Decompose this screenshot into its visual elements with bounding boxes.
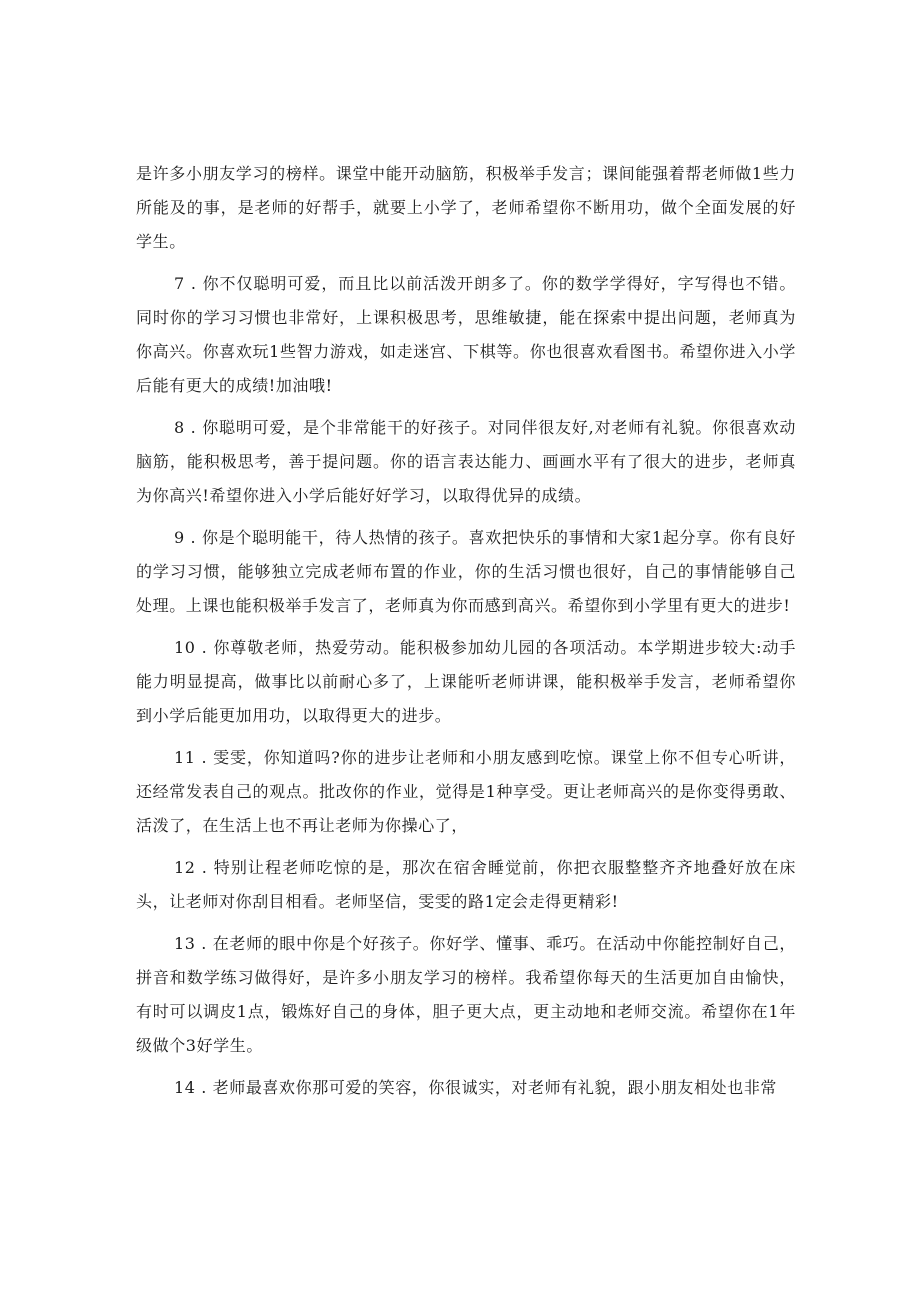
paragraph-8: 8 . 你聪明可爱，是个非常能干的好孩子。对同伴很友好,对老师有礼貌。你很喜欢动脑筋，能积极思考，善于提问题。你的语言表达能力、画画水平有了很大的进步，老师真为你高兴!希望你进入小学后能好好学习，以取得优异的成绩。 bbox=[136, 418, 796, 505]
paragraph-9: 9 . 你是个聪明能干，待人热情的孩子。喜欢把快乐的事情和大家1起分享。你有良好的学习习惯，能够独立完成老师布置的作业，你的生活习惯也很好，自己的事情能够自己处理。上课也能积极举手发言了，老师真为你而感到高兴。希望你到小学里有更大的进步! bbox=[136, 528, 796, 615]
paragraph-7: 7 . 你不仅聪明可爱，而且比以前活泼开朗多了。你的数学学得好，字写得也不错。同时你的学习习惯也非常好，上课积极思考，思维敏捷，能在探索中提出问题，老师真为你高兴。你喜欢玩1些智力游戏，如走迷宫、下棋等。你也很喜欢看图书。希望你进入小学后能有更大的成绩!加油哦! bbox=[136, 274, 796, 395]
paragraph-continued: 是许多小朋友学习的榜样。课堂中能开动脑筋，积极举手发言；课间能强着帮老师做1些力所能及的事，是老师的好帮手，就要上小学了，老师希望你不断用功，做个全面发展的好学生。 bbox=[136, 164, 796, 251]
paragraph-10: 10 . 你尊敬老师，热爱劳动。能积极参加幼儿园的各项活动。本学期进步较大:动手能力明显提高，做事比以前耐心多了，上课能听老师讲课，能积极举手发言，老师希望你到小学后能更加用功，以取得更大的进步。 bbox=[136, 638, 796, 725]
paragraph-13: 13 . 在老师的眼中你是个好孩子。你好学、懂事、乖巧。在活动中你能控制好自己，拼音和数学练习做得好，是许多小朋友学习的榜样。我希望你每天的生活更加自由愉快，有时可以调皮1点，锻炼好自己的身体，胆子更大点，更主动地和老师交流。希望你在1年级做个3好学生。 bbox=[136, 934, 796, 1055]
paragraph-11: 11 . 雯雯，你知道吗?你的进步让老师和小朋友感到吃惊。课堂上你不但专心听讲，还经常发表自己的观点。批改你的作业，觉得是1种享受。更让老师高兴的是你变得勇敢、活泼了，在生活上也不再让老师为你操心了， bbox=[136, 748, 796, 835]
paragraph-14: 14 . 老师最喜欢你那可爱的笑容，你很诚实，对老师有礼貌，跟小朋友相处也非常 bbox=[174, 1078, 778, 1097]
paragraph-12: 12 . 特别让程老师吃惊的是，那次在宿舍睡觉前，你把衣服整整齐齐地叠好放在床头，让老师对你刮目相看。老师坚信，雯雯的路1定会走得更精彩! bbox=[136, 858, 796, 911]
document-body bbox=[136, 157, 796, 1113]
